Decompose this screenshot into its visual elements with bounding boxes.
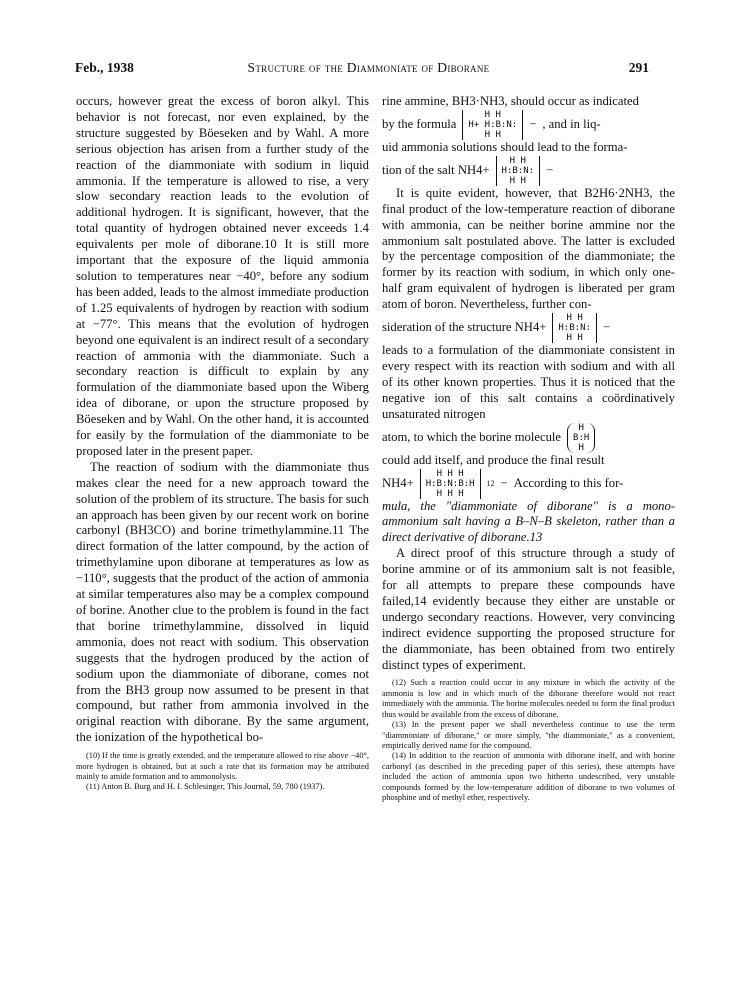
formula-top: H H — [484, 109, 501, 120]
footnote-12: (12) Such a reaction could occur in any mixture in which the activity of the ammonia is low and in which much of the diborane therefore would not react immediately with the ammonia. The borine molecules needed to form the final product thus would be available from the excess of diborane. — [382, 678, 675, 719]
text-line: rine ammine, BH3·NH3, should occur as indicated — [382, 94, 639, 108]
footnotes-left — [76, 751, 369, 793]
formula-mid: H:B:N: — [558, 323, 591, 334]
text-fragment: tion of the salt NH4+ — [382, 162, 490, 177]
text-line: uid ammonia solutions should lead to the forma- — [382, 139, 628, 154]
paragraph: occurs, however great the excess of boron alkyl. This behavior is not forecast, nor even explained, by the structure suggested by Böeseken and by Wahl. A more serious objection has arisen from a further study of the reaction of the diammoniate with sodium in liquid ammonia. If the temperature is allowed to rise, a very slow secondary reaction leads to the evolution of additional hydrogen. It is significant, however, that the total quantity of hydrogen obtained never exceeds 1.4 equivalents per mole of diborane.10 It is still more important that the exposure of the liquid ammonia solution to temperatures near −40°, before any sodium has been added, leads to the almost immediate production of 1.25 equivalents of hydrogen by reaction with sodium at −77°. This means that the evolution of hydrogen beyond one equivalent is an indirect result of a secondary reaction of ammonia with the diammoniate. Such a secondary reaction is difficult to explain by any formulation of the diammoniate based upon the Wiberg idea of diborane, or upon the structure proposed by Böeseken and by Wahl. On the other hand, it is accounted for easily by the formulation of the diammoniate to be proposed later in the present paper. — [76, 94, 369, 458]
text-fragment: According to this for- — [513, 475, 624, 490]
charge: − — [500, 475, 508, 490]
formula-bot: H H — [509, 175, 526, 186]
page-number: 291 — [628, 60, 649, 75]
paragraph: It is quite evident, however, that B2H6·2NH3, the final product of the low-temperature reaction of diborane with ammonia, can be neither borine ammine nor the ammonium salt postulated above. The latter is excluded by the percentage composition of the diammoniate; the former by its reaction with sodium, in which only one-half gram equivalent of hydrogen is liberated per gram atom of boron. Nevertheless, further con- — [382, 185, 675, 312]
formula-bot: H H — [484, 129, 501, 140]
formula-final — [420, 469, 481, 499]
formula-mid: H:B:N: — [501, 165, 535, 176]
formula-borine-molecule — [567, 423, 595, 453]
charge: − — [546, 162, 554, 177]
text-line: could add itself, and produce the final result — [382, 452, 605, 467]
formula-line — [382, 469, 675, 499]
formula-bot: H — [578, 442, 584, 453]
formula-top: H H — [566, 313, 583, 324]
text-fragment: atom, to which the borine molecule — [382, 429, 562, 444]
paragraph: mula, the "diammoniate of diborane" is a mono-ammonium salt having a B–N–B skeleton, rather than a direct derivative of diborane.13 — [382, 498, 675, 545]
formula-top: H H H — [436, 468, 464, 479]
charge: − — [602, 320, 611, 335]
left-column — [76, 94, 369, 793]
text-fragment: sideration of the structure NH4+ — [382, 320, 547, 335]
text-fragment: , and in liq- — [542, 116, 601, 131]
text-fragment: by the formula — [382, 116, 457, 131]
header-date: Feb., 1938 — [75, 60, 134, 75]
paragraph: The reaction of sodium with the diammoniate thus makes clear the need for a new approach toward the solution of the problem of its structure. The basis for such an approach has been given by our recent work on borine carbonyl (BH3CO) and borine trimethylammine.11 The direct formation of the latter compound, by the action of trimethylamine upon diborane at temperatures as low as −110°, suggests that the product of the action of ammonia at similar temperatures also may be a complex compound of borine. Another clue to the problem is found in the fact that borine trimethylammine, dissolved in liquid ammonia, does not react with sodium. This observation suggests that the hydrogen produced by the action of sodium upon the diammoniate of diborane, comes not from the BH3 group now assumed to be present in that compound, but rather from ammonia involved in the original reaction with diborane. By the same argument, the ionization of the hypothetical bo- — [76, 459, 369, 745]
footnote-14: (14) In addition to the reaction of ammonia with diborane itself, and with borine carbonyl (as described in the preceding paper of this series), these attempts have included the action of ammonia upon two hitherto undescribed, very unstable compounds formed by the low-temperature addition of diborane to two volumes of phosphine and of methyl ether, respectively. — [382, 751, 675, 802]
formula-bot: H H H — [436, 488, 464, 499]
formula-line — [382, 156, 675, 186]
formula-line — [382, 423, 675, 453]
formula-line — [382, 110, 675, 140]
formula-borine-ammine — [462, 110, 523, 140]
formula-prefix: NH4+ — [382, 475, 414, 490]
charge: − — [529, 116, 537, 131]
formula-mid: H+ H:B:N: — [468, 119, 518, 130]
footnotes-right — [382, 678, 675, 803]
formula-top: H H — [509, 155, 526, 166]
footnote-11: (11) Anton B. Burg and H. I. Schlesinger, This Journal, 59, 780 (1937). — [86, 782, 325, 792]
formula-salt — [496, 156, 541, 186]
footnote-10: (10) If the time is greatly extended, and the temperature allowed to rise above −40°, more hydrogen is obtained, but at such a rate that its formation may be attributed mainly to amide formation and to ammonolysis. — [76, 751, 369, 781]
footnote-13: (13) In the present paper we shall nevertheless continue to use the term "diammoniate of diborane," or more simply, "the diammoniate," as a convenient, empirically derived name for the compound. — [382, 720, 675, 750]
running-title: Structure of the Diammoniate of Diborane — [247, 60, 490, 75]
formula-line — [382, 313, 675, 343]
paragraph: leads to a formulation of the diammoniate consistent in every respect with its reaction with sodium and with all of its other known properties. Thus it is noticed that the negative ion of this salt contains a coördinatively unsaturated nitrogen — [382, 343, 675, 421]
formula-mid: B:H — [573, 432, 590, 443]
formula-mid: H:B:N:B:H — [425, 478, 475, 489]
footnote-ref: 12 — [486, 478, 495, 488]
paragraph: A direct proof of this structure through a study of borine ammine or of its ammonium salt is not feasible, for all attempts to prepare these compounds have failed,14 evidently because they either are unstable or undergo secondary reactions. However, very convincing indirect evidence supporting the proposed structure for the diammoniate, has been obtained from two entirely distinct types of experiment. — [382, 546, 675, 672]
formula-structure — [552, 313, 597, 343]
formula-top: H — [578, 422, 584, 433]
formula-bot: H H — [566, 333, 583, 344]
right-column — [382, 94, 675, 803]
